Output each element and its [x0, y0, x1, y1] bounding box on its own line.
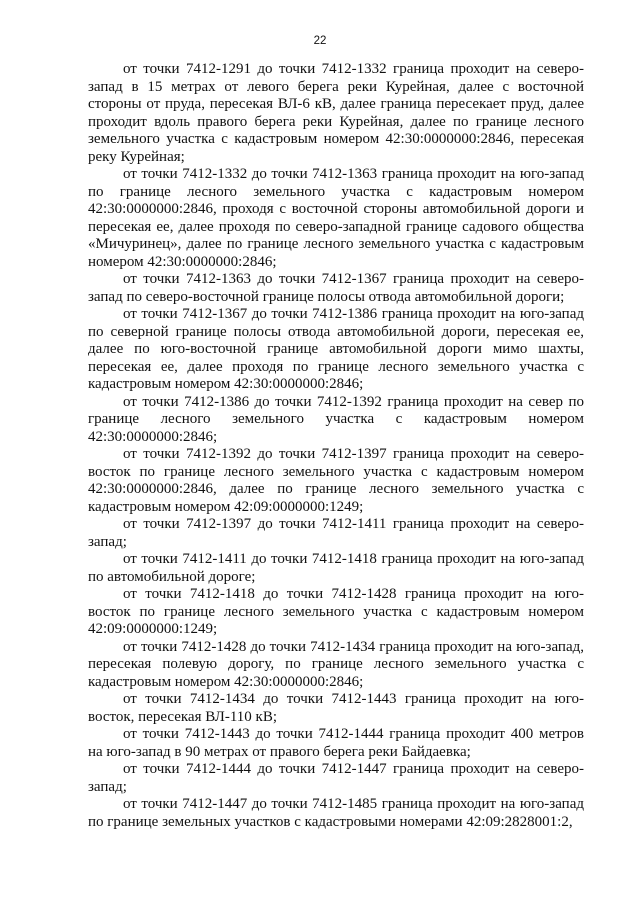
document-body	[88, 61, 584, 831]
paragraph: от точки 7412-1291 до точки 7412-1332 граница проходит на северо-запад в 15 метрах от левого берега реки Курейная, далее с восточной стороны от пруда, пересекая ВЛ-6 кВ, далее граница пересекает пруд, далее проходит вдоль правого берега реки Курейная, далее по границе лесного земельного участка с кадастровым номером 42:30:0000000:2846, пересекая реку Курейная;	[88, 61, 584, 165]
paragraph: от точки 7412-1447 до точки 7412-1485 граница проходит на юго-запад по границе земельных участков с кадастровыми номерами 42:09:2828001:2,	[88, 796, 584, 830]
paragraph: от точки 7412-1332 до точки 7412-1363 граница проходит на юго-запад по границе лесного земельного участка с кадастровым номером 42:30:0000000:2846, проходя с восточной стороны автомобильной дороги и пересекая ее, далее проходя по северо-западной границе садового общества «Мичуринец», далее по границе лесного земельного участка с кадастровым номером 42:30:0000000:2846;	[88, 166, 584, 270]
paragraph: от точки 7412-1367 до точки 7412-1386 граница проходит на юго-запад по северной границе полосы отвода автомобильной дороги, пересекая ее, далее по юго-восточной границе автомобильной дороги мимо шахты, пересекая ее, далее проходя по границе лесного земельного участка с кадастровым номером 42:30:0000000:2846;	[88, 306, 584, 392]
paragraph: от точки 7412-1386 до точки 7412-1392 граница проходит на север по границе лесного земельного участка с кадастровым номером 42:30:0000000:2846;	[88, 393, 584, 445]
paragraph: от точки 7412-1411 до точки 7412-1418 граница проходит на юго-запад по автомобильной дороге;	[88, 551, 584, 585]
paragraph: от точки 7412-1444 до точки 7412-1447 граница проходит на северо-запад;	[88, 761, 584, 795]
paragraph: от точки 7412-1428 до точки 7412-1434 граница проходит на юго-запад, пересекая полевую дорогу, по границе лесного земельного участка с кадастровым номером 42:30:0000000:2846;	[88, 638, 584, 690]
paragraph: от точки 7412-1397 до точки 7412-1411 граница проходит на северо-запад;	[88, 516, 584, 550]
paragraph: от точки 7412-1392 до точки 7412-1397 граница проходит на северо-восток по границе лесного земельного участка с кадастровым номером 42:30:0000000:2846, далее по границе лесного земельного участка с кадастровым номером 42:09:0000000:1249;	[88, 446, 584, 515]
page-number: 22	[313, 35, 327, 47]
paragraph: от точки 7412-1434 до точки 7412-1443 граница проходит на юго-восток, пересекая ВЛ-110 кВ;	[88, 691, 584, 725]
paragraph: от точки 7412-1363 до точки 7412-1367 граница проходит на северо-запад по северо-восточной границе полосы отвода автомобильной дороги;	[88, 271, 584, 305]
paragraph: от точки 7412-1418 до точки 7412-1428 граница проходит на юго-восток по границе лесного земельного участка с кадастровым номером 42:09:0000000:1249;	[88, 586, 584, 637]
paragraph: от точки 7412-1443 до точки 7412-1444 граница проходит 400 метров на юго-запад в 90 метрах от правого берега реки Байдаевка;	[88, 726, 584, 760]
